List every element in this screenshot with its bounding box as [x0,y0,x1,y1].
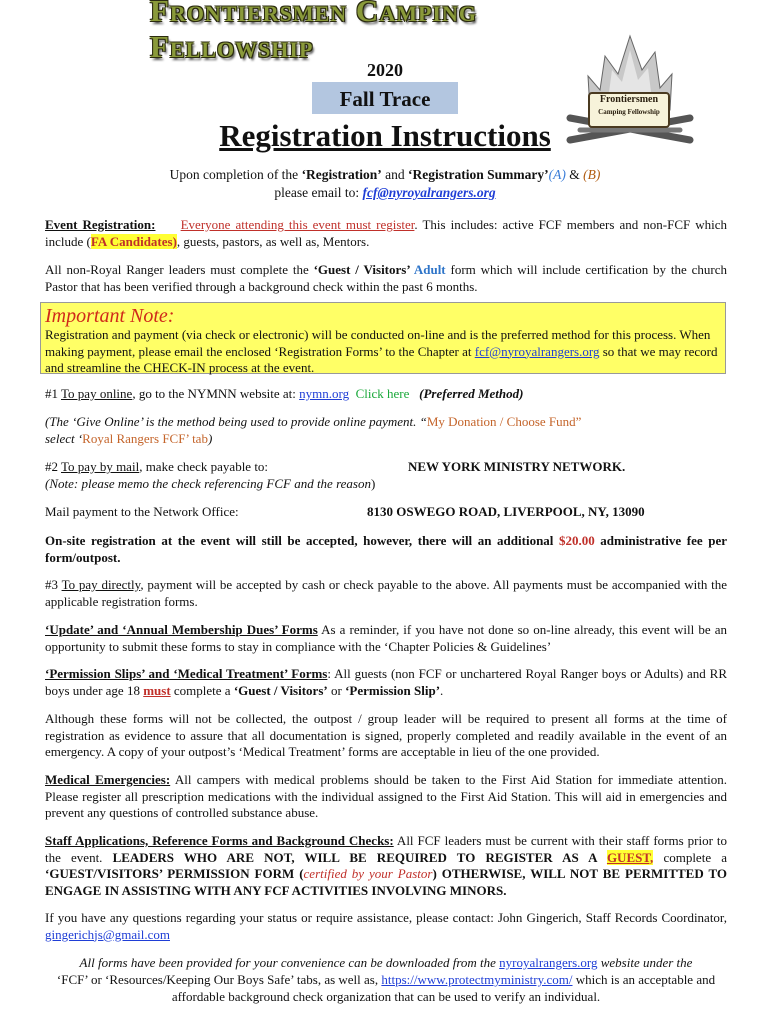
permission-text: . [440,682,444,698]
intro-paragraph [0,166,770,202]
pay-mail-text: , make check payable to: [139,459,269,474]
adult-label: Adult [409,262,446,277]
event-season: Fall Trace [312,82,458,114]
certified-by-pastor: certified by your Pastor [303,866,433,881]
pay-direct-text: , payment will be accepted by cash or check payable to the above. All payments must be accompanied with the applicable registration forms. [45,577,728,609]
update-forms-text: As a reminder, if you have not done so on-line already, this event will be an opportunity to submit these forms to stay in compliance with the ‘Chapter Policies & Guidelines’ [45,622,727,654]
pay-direct-paragraph [45,577,727,610]
mail-address-paragraph [45,504,727,521]
intro-a-label: (A) [548,167,566,182]
mail-label: Mail payment to the Network Office: [45,504,239,519]
medical-text: All campers with medical problems should be taken to the First Aid Station for immediate attention. Please register all prescription medications with the individual assigned to the First Aid Station. This will aid in emergencies and prevent any questions of controlled substance abuse. [45,772,728,820]
note-text: so that we may record and streamline the CHECK-IN process at the event. [45,343,718,375]
protectmyministry-link[interactable]: https://www.protectmyministry.com/ [381,972,573,987]
event-text: . This includes: active FCF members and non-FCF which include ( [45,217,728,249]
guest-visitors-form: ‘Guest / Visitors’ [233,682,328,698]
contact-email-link[interactable]: gingerichjs@gmail.com [45,926,170,942]
although-paragraph: Although these forms will not be collected, the outpost / group leader will be required to present all forms at the time of registration as evidence to assure that all documentation is signed, properly completed and readily available in the event of an emergency. A copy of your outpost’s ‘Medical Treatment’ forms are acceptable in lieu of the one provided. [45,711,727,759]
medical-label: Medical Emergencies: [45,772,171,787]
intro-registration: ‘Registration’ [301,167,382,182]
guest-highlight: GUEST, [606,849,654,865]
onsite-paragraph [45,533,727,566]
footer-paragraph [45,954,727,1005]
give-online-text: ) [207,430,213,446]
footer-text: which is an acceptable and affordable background check organization that can be used to verify an individual. [171,972,716,1004]
click-here-link[interactable]: Click here [355,386,410,401]
pay-mail-number: #2 [45,459,62,474]
permission-text: : All guests (non FCF or unchartered Royal Ranger boys or Adults) and RR boys under age 18 [45,666,727,698]
important-note-title: Important Note: [45,305,175,327]
non-rr-text: All non-Royal Ranger leaders must complete the [45,262,314,277]
note-text: Registration and payment (via check or electronic) will be conducted on-line and is the preferred method for this process. When making payment, please email the enclosed ‘Registration Forms’ to the Chapter at [45,327,711,359]
staff-paragraph [45,833,727,899]
my-donation-text: My Donation / Choose Fund” [426,414,582,429]
permission-paragraph [45,666,727,699]
onsite-text: On-site registration at the event will still be accepted, however, there will an additional [45,533,559,548]
memo-note: (Note: please memo the check referencing FCF and the reason [45,476,371,491]
staff-warning: ‘GUEST/VISITORS’ PERMISSION FORM ( [45,866,304,881]
onsite-text: administrative fee per form/outpost. [45,533,727,565]
pay-online-paragraph [45,386,727,403]
preferred-method: (Preferred Method) [419,386,524,401]
contact-paragraph [45,910,727,943]
intro-b-label: (B) [583,167,601,182]
pay-mail-paragraph [45,459,727,493]
permission-label: ‘Permission Slips’ and ‘Medical Treatment’ Forms [45,666,328,681]
intro-registration-summary: ‘Registration Summary’ [408,167,549,182]
permission-text: or [327,682,346,698]
memo-note-end: ) [370,476,376,491]
footer-text: All forms have been provided for your convenience can be downloaded from the [79,955,500,970]
logo-text-line1: Frontiersmen [599,94,659,105]
event-text: , guests, pastors, as well as, Mentors. [176,233,370,249]
onsite-fee: $20.00 [558,533,595,548]
intro-text: and [381,167,409,182]
pay-direct-number: #3 [45,577,62,592]
network-address: 8130 OSWEGO ROAD, LIVERPOOL, NY, 13090 [367,504,645,519]
must-text: must [143,682,171,698]
give-online-text: (The ‘Give Online’ is the method being used to provide online payment. “ [45,414,427,429]
staff-text: complete a [653,849,727,865]
non-rr-paragraph [45,262,727,295]
pay-mail-label: To pay by mail [61,459,140,474]
staff-warning: ) OTHERWISE, WILL NOT BE PERMITTED TO ENGAGE IN ASSISTING WITH ANY FCF ACTIVITIES INVOLVING MINORS. [45,866,728,898]
staff-warning: LEADERS WHO ARE NOT, WILL BE REQUIRED TO REGISTER AS A [112,849,607,865]
event-required-text: Everyone attending this event must register [180,217,415,232]
footer-text: website under the [597,955,693,970]
nyroyalrangers-link[interactable]: nyroyalrangers.org [499,955,598,970]
intro-text: & [565,167,584,182]
intro-email-link[interactable]: fcf@nyroyalrangers.org [362,185,496,200]
event-year: 2020 [367,60,403,80]
pay-direct-label: To pay directly [61,577,141,592]
logo-text-line2: Camping Fellowship [598,108,660,116]
intro-text: Upon completion of the [169,167,302,182]
payee-name: NEW YORK MINISTRY NETWORK. [408,459,626,474]
medical-paragraph [45,772,727,822]
fellowship-banner: Frontiersmen Camping Fellowship [150,0,477,64]
fa-candidates: FA Candidates) [90,233,177,249]
update-forms-label: ‘Update’ and ‘Annual Membership Dues’ Forms [45,622,318,637]
staff-label: Staff Applications, Reference Forms and Background Checks: [45,833,394,848]
guest-visitors-form: ‘Guest / Visitors’ [313,262,410,277]
fund-tab-text: Royal Rangers FCF’ tab [82,430,208,446]
event-registration-paragraph [45,217,727,250]
pay-online-label: To pay online [61,386,133,401]
update-forms-paragraph [45,622,727,655]
pay-online-text: , go to the NYMNN website at: [132,386,300,401]
give-online-text: select ‘ [45,430,83,446]
non-rr-text: form which will include certification by the church Pastor that has been verified through a background check within the past 6 months. [45,262,728,294]
note-email-link[interactable]: fcf@nyroyalrangers.org [474,343,600,359]
permission-text: complete a [170,682,234,698]
important-note-box [40,302,726,374]
permission-slip-form: ‘Permission Slip’ [345,682,441,698]
page-title: Registration Instructions [219,118,551,153]
give-online-note [45,414,727,447]
footer-text: ‘FCF’ or ‘Resources/Keeping Our Boys Safe’ tabs, as well as, [56,972,382,987]
pay-online-number: #1 [45,386,62,401]
contact-text: If you have any questions regarding your status or require assistance, please contact: John Gingerich, Staff Records Coordinator, [45,910,727,925]
staff-text: All FCF leaders must be current with their staff forms prior to the event. [45,833,727,865]
intro-email-label: please email to: [274,185,363,200]
event-registration-label: Event Registration: [45,217,156,232]
nymn-link[interactable]: nymn.org [299,386,350,401]
